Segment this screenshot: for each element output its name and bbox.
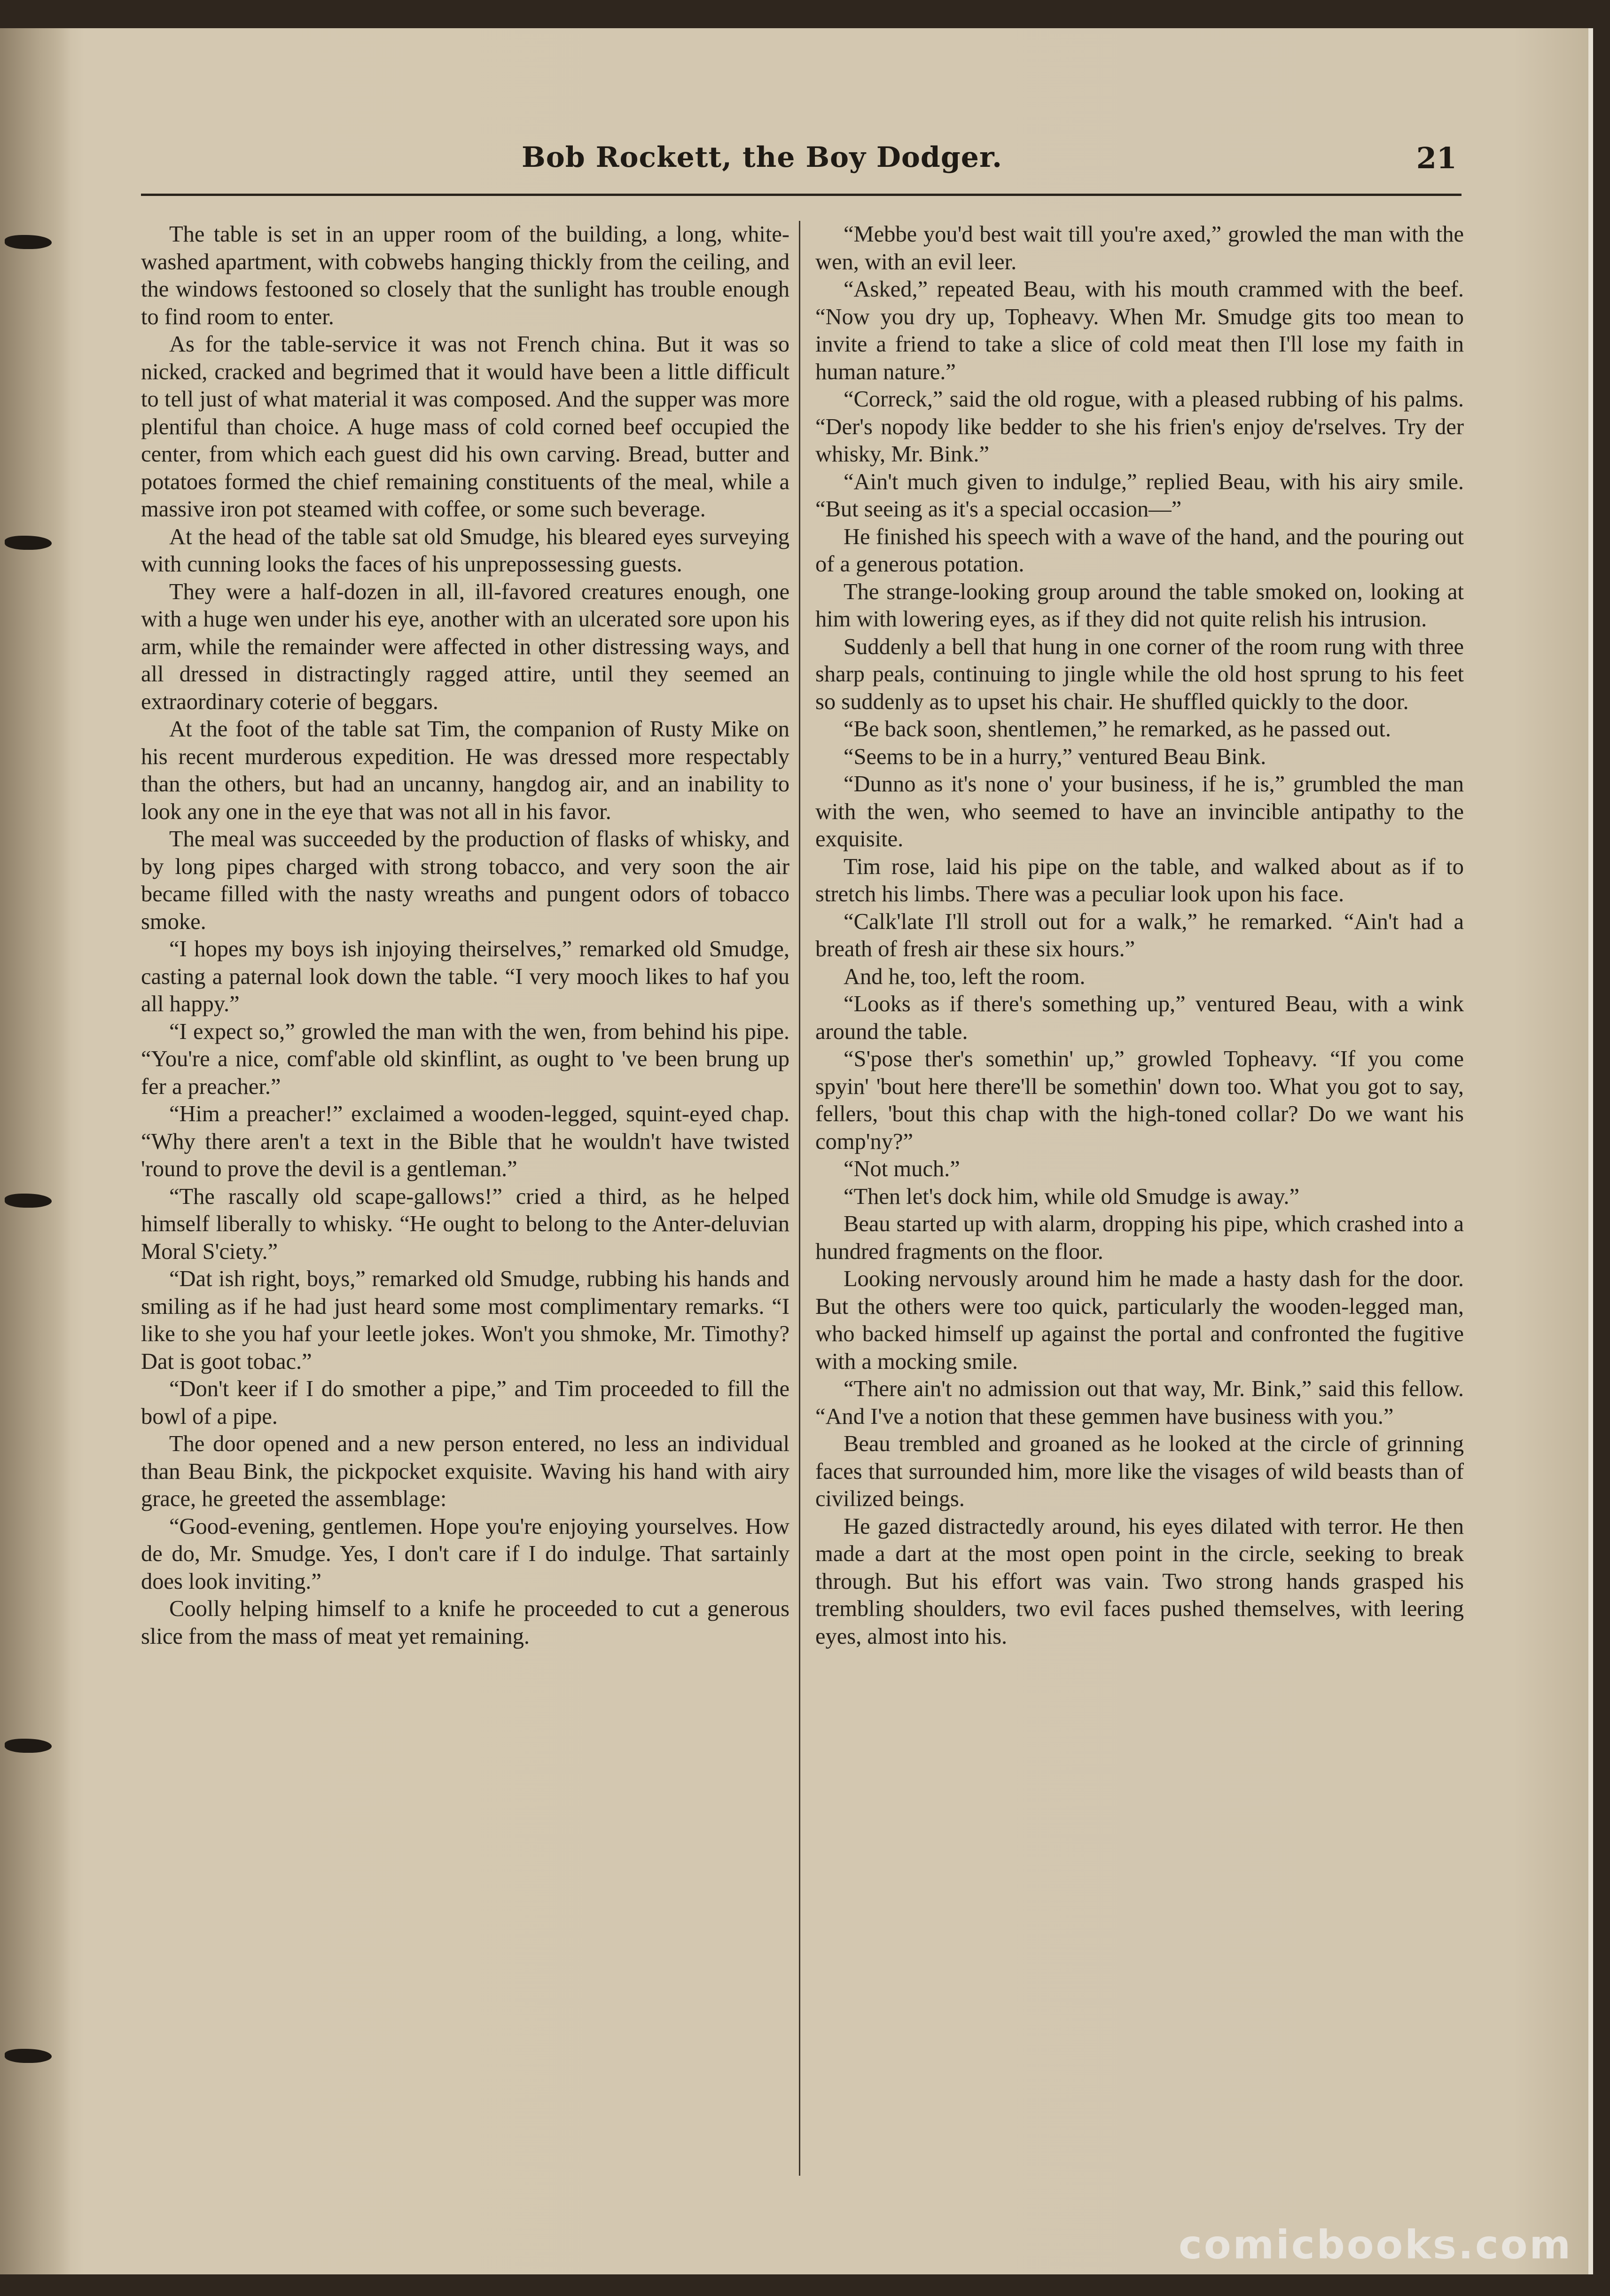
- paragraph: The strange-looking group around the table smoked on, looking at him with lowering eyes, as if they did not quite relish his intrusion.: [815, 579, 1464, 632]
- right-column: [815, 221, 1464, 2185]
- paragraph: And he, too, left the room.: [844, 964, 1086, 989]
- column-divider: [799, 221, 800, 2176]
- paragraph: The door opened and a new person entered, no less an individual than Beau Bink, the pickpocket exquisite. Waving his hand with airy grace, he greeted the assemblage:: [141, 1431, 789, 1511]
- paragraph: “Asked,” repeated Beau, with his mouth crammed with the beef. “Now you dry up, Topheavy. When Mr. Smudge gits too mean to invite a friend to take a slice of cold meat then I'll lose my faith in human nature.”: [815, 277, 1464, 384]
- paragraph: Tim rose, laid his pipe on the table, and walked about as if to stretch his limbs. There was a peculiar look upon his face.: [815, 854, 1464, 906]
- paragraph: “There ain't no admission out that way, Mr. Bink,” said this fellow. “And I've a notion that these gemmen have business with you.”: [815, 1376, 1464, 1429]
- paragraph: “Seems to be in a hurry,” ventured Beau Bink.: [844, 744, 1266, 769]
- paragraph: “S'pose ther's somethin' up,” growled Topheavy. “If you come spyin' 'bout here there'll be somethin' down too. What you got to say, fellers, 'bout this chap with the high-toned collar? Do we want his comp'ny?”: [815, 1046, 1464, 1154]
- binding-stitch: [5, 1194, 52, 1208]
- paragraph: Coolly helping himself to a knife he proceeded to cut a generous slice from the mass of meat yet remaining.: [141, 1596, 789, 1649]
- paragraph: “I hopes my boys ish injoying theirselves,” remarked old Smudge, casting a paternal look down the table. “I very mooch likes to haf you all happy.”: [141, 937, 789, 1016]
- paragraph: “Then let's dock him, while old Smudge is away.”: [844, 1184, 1299, 1209]
- running-title: Bob Rockett, the Boy Dodger.: [522, 141, 1002, 174]
- paragraph: “Be back soon, shentlemen,” he remarked, as he passed out.: [844, 717, 1391, 742]
- paragraph: “Looks as if there's something up,” ventured Beau, with a wink around the table.: [815, 992, 1464, 1044]
- paragraph: “Dunno as it's none o' your business, if he is,” grumbled the man with the wen, who seemed to have an invincible antipathy to the exquisite.: [815, 772, 1464, 851]
- paragraph: “Ain't much given to indulge,” replied Beau, with his airy smile. “But seeing as it's a special occasion—”: [815, 469, 1464, 522]
- paragraph: Beau trembled and groaned as he looked at the circle of grinning faces that surrounded him, more like the visages of wild beasts than of civilized beings.: [815, 1431, 1464, 1511]
- binding-edge: [0, 28, 70, 2274]
- paragraph: “The rascally old scape-gallows!” cried a third, as he helped himself liberally to whisky. “He ought to belong to the Anter-deluvian Moral S'ciety.”: [141, 1184, 789, 1264]
- binding-stitch: [5, 1739, 52, 1753]
- binding-stitch: [5, 235, 52, 249]
- paragraph: “Calk'late I'll stroll out for a walk,” he remarked. “Ain't had a breath of fresh air these six hours.”: [815, 909, 1464, 961]
- paragraph: “Good-evening, gentlemen. Hope you're enjoying yourselves. How de do, Mr. Smudge. Yes, I don't care if I do indulge. That sartainly does look inviting.”: [141, 1514, 789, 1594]
- paragraph: The meal was succeeded by the production of flasks of whisky, and by long pipes charged with strong tobacco, and very soon the air became filled with the nasty wreaths and pungent odors of tobacco smoke.: [141, 827, 789, 934]
- page-number: 21: [1416, 141, 1457, 175]
- paragraph: “Mebbe you'd best wait till you're axed,” growled the man with the wen, with an evil leer.: [815, 222, 1464, 274]
- binding-stitch: [5, 2049, 52, 2063]
- paragraph: He finished his speech with a wave of the hand, and the pouring out of a generous potation.: [815, 524, 1464, 577]
- paragraph: They were a half-dozen in all, ill-favored creatures enough, one with a huge wen under his eye, another with an ulcerated sore upon his arm, while the remainder were affected in other distressing ways, and all dressed in distractingly ragged attire, until they seemed an extraordinary coterie of beggars.: [141, 579, 789, 714]
- paragraph: “Him a preacher!” exclaimed a wooden-legged, squint-eyed chap. “Why there aren't a text in the Bible that he wouldn't have twisted 'round to prove the devil is a gentleman.”: [141, 1101, 789, 1181]
- binding-stitch: [5, 536, 52, 550]
- left-column: [141, 221, 789, 2185]
- paragraph: He gazed distractedly around, his eyes dilated with terror. He then made a dart at the most open point in the circle, seeking to break through. But his effort was vain. Two strong hands grasped his trembling shoulders, two evil faces pushed themselves, with leering eyes, almost into his.: [815, 1514, 1464, 1649]
- paragraph: At the head of the table sat old Smudge, his bleared eyes surveying with cunning looks the faces of his unprepossessing guests.: [141, 524, 789, 577]
- paragraph: The table is set in an upper room of the building, a long, white-washed apartment, with cobwebs hanging thickly from the ceiling, and the windows festooned so closely that the sunlight has trouble enough to find room to enter.: [141, 222, 789, 329]
- paragraph: Beau started up with alarm, dropping his pipe, which crashed into a hundred fragments on the floor.: [815, 1211, 1464, 1264]
- paragraph: Looking nervously around him he made a hasty dash for the door. But the others were too quick, particularly the wooden-legged man, who backed himself up against the portal and confronted the fugitive with a mocking smile.: [815, 1266, 1464, 1374]
- paragraph: At the foot of the table sat Tim, the companion of Rusty Mike on his recent murderous expedition. He was dressed more respectably than the others, but had an uncanny, hangdog air, and an inability to look any one in the eye that was not all in his favor.: [141, 717, 789, 824]
- page-header: [141, 141, 1457, 193]
- paragraph: “Not much.”: [844, 1156, 960, 1181]
- paragraph: “Correck,” said the old rogue, with a pleased rubbing of his palms. “Der's nopody like bedder to she his frien's enjoy de'rselves. Try der whisky, Mr. Bink.”: [815, 387, 1464, 467]
- paragraph: “I expect so,” growled the man with the wen, from behind his pipe. “You're a nice, comf'able old skinflint, as ought to 've been brung up fer a preacher.”: [141, 1019, 789, 1099]
- paragraph: “Dat ish right, boys,” remarked old Smudge, rubbing his hands and smiling as if he had just heard some most complimentary remarks. “I like to she you haf your leetle jokes. Won't you shmoke, Mr. Timothy? Dat is goot tobac.”: [141, 1266, 789, 1374]
- site-watermark: comicbooks.com: [1179, 2222, 1572, 2268]
- paragraph: As for the table-service it was not French china. But it was so nicked, cracked and begrimed that it would have been a little difficult to tell just of what material it was composed. And the supper was more plentiful than choice. A huge mass of cold corned beef occupied the center, from which each guest did his own carving. Bread, butter and potatoes formed the chief remaining constituents of the meal, while a massive iron pot steamed with coffee, or some such beverage.: [141, 332, 789, 522]
- paragraph: “Don't keer if I do smother a pipe,” and Tim proceeded to fill the bowl of a pipe.: [141, 1376, 789, 1429]
- paragraph: Suddenly a bell that hung in one corner of the room rung with three sharp peals, continuing to jingle while the old host sprung to his feet so suddenly as to upset his chair. He shuffled quickly to the door.: [815, 634, 1464, 714]
- header-rule: [141, 194, 1462, 196]
